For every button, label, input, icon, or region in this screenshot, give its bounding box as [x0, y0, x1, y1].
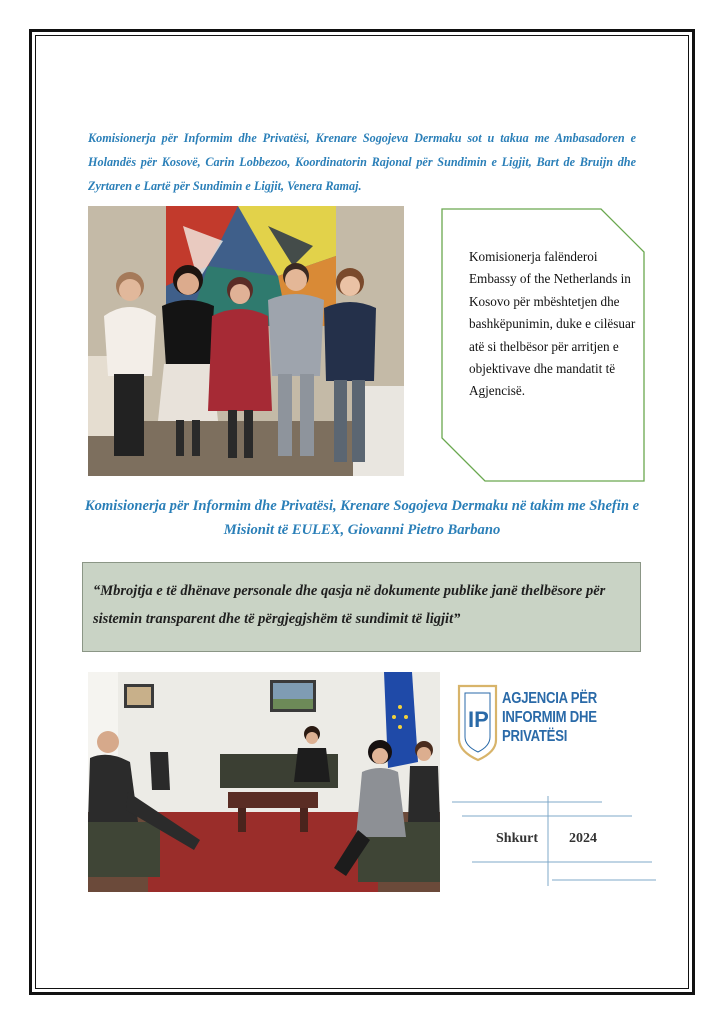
- meeting-caption: Komisionerja për Informim dhe Privatësi, Krenare Sogojeva Dermaku në takim me Shefin e Misionit të EULEX, Giovanni Pietro Barbano: [84, 498, 640, 538]
- callout-text: Komisionerja falënderoi Embassy of the Netherlands in Kosovo për mbështetjen dhe bashkëpunimin, duke e cilësuar atë si thelbësor për arritjen e objektivave dhe mandatit të Agjencisë.: [469, 249, 636, 399]
- date-year: 2024: [569, 831, 597, 846]
- group-photo-embassy: [88, 206, 404, 476]
- callout-box: [441, 208, 645, 482]
- date-block: [452, 796, 662, 886]
- meeting-photo-eulex: [88, 672, 440, 892]
- agency-logo: [456, 682, 646, 766]
- date-month: Shkurt: [496, 831, 539, 846]
- logo-mark: IP: [468, 707, 489, 732]
- logo-line-3: PRIVATËSI: [502, 728, 568, 745]
- logo-line-1: AGJENCIA PËR: [502, 690, 597, 707]
- quote-text: “Mbrojtja e të dhënave personale dhe qasja në dokumente publike janë thelbësore për sistemin transparent dhe të përgjegjshëm të sundimit të ligjit”: [93, 583, 606, 627]
- quote-box: [82, 562, 641, 652]
- intro-paragraph: Komisionerja për Informim dhe Privatësi, Krenare Sogojeva Dermaku sot u takua me Ambasadoren e Holandës për Kosovë, Carin Lobbezoo, Koordinatorin Rajonal për Sundimin e Ligjit, Bart de Bruijn dhe Zyrtaren e Lartë për Sundimin e Ligjit, Venera Ramaj.: [88, 131, 636, 193]
- logo-wordmark: [502, 689, 625, 746]
- logo-line-2: INFORMIM DHE: [502, 709, 597, 726]
